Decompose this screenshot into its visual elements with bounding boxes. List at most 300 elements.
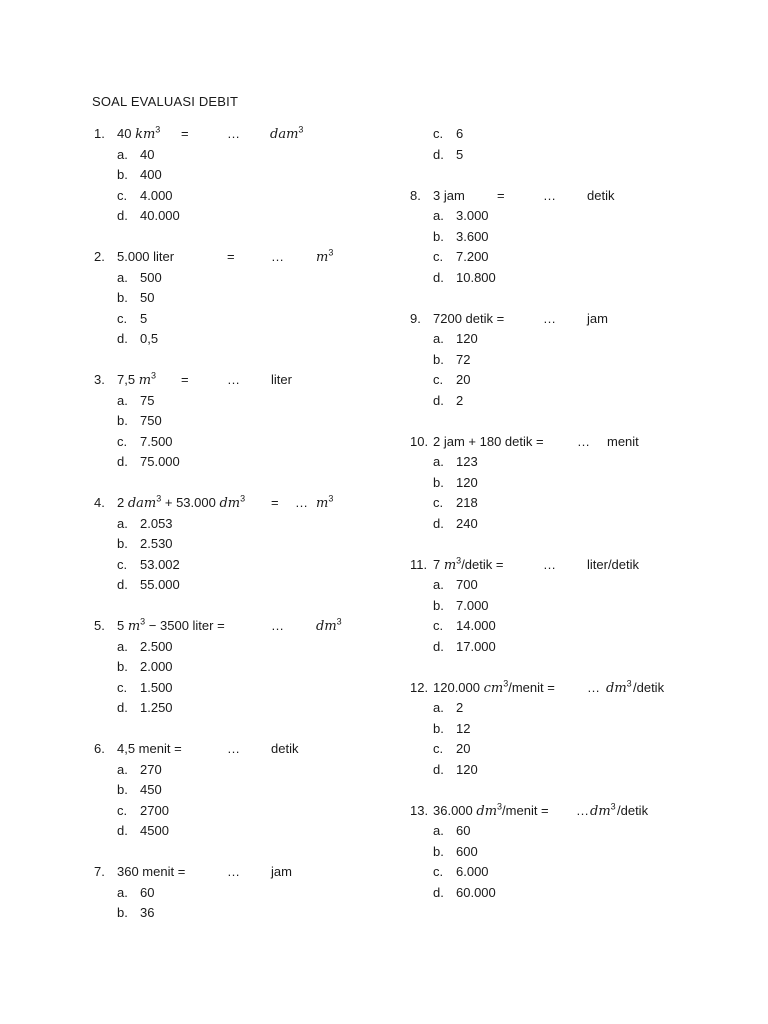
question-fragment: /menit = [502, 802, 549, 818]
option-letter: a. [433, 823, 444, 838]
question-line [410, 432, 740, 453]
question-number: 3. [94, 372, 105, 387]
option-value: 50 [140, 290, 155, 305]
question-number: 13. [410, 802, 429, 818]
unit-symbol: m [316, 496, 329, 511]
option-letter: d. [117, 331, 128, 346]
question-term [577, 432, 590, 453]
answer-option [410, 883, 740, 904]
option-letter: d. [117, 577, 128, 592]
option-value: 750 [140, 413, 162, 428]
answer-option [94, 883, 394, 904]
option-value: 60.000 [456, 884, 496, 900]
question-column-left [94, 124, 394, 924]
question-term [181, 124, 189, 145]
question-fragment: 4,5 menit = [117, 741, 182, 756]
question-fragment: = [227, 249, 235, 264]
question-term [227, 124, 240, 145]
question-text [433, 801, 549, 823]
question-fragment: /menit = [508, 679, 555, 695]
answer-option [410, 391, 740, 412]
question-line [94, 493, 394, 514]
option-letter: a. [117, 515, 128, 531]
exponent: 3 [456, 555, 462, 566]
question-term [295, 493, 308, 514]
answer-option [94, 575, 394, 596]
question-term [271, 616, 284, 637]
question-text [433, 309, 504, 330]
option-letter: b. [433, 720, 444, 736]
question-term [316, 247, 333, 269]
spacer [410, 165, 740, 186]
question-fragment: … [227, 126, 240, 141]
answer-option [94, 452, 394, 473]
question-term [271, 493, 279, 514]
question-fragment: … [227, 741, 240, 756]
question-fragment: 7,5 [117, 372, 139, 387]
question-fragment: jam [271, 864, 292, 879]
option-value: 2 [456, 392, 464, 408]
question-term [607, 432, 639, 453]
answer-option [410, 514, 740, 535]
question-line [94, 862, 394, 883]
answer-option [410, 575, 740, 596]
option-value: 120 [456, 331, 478, 346]
question-fragment: menit [607, 433, 639, 449]
question-line [410, 186, 740, 207]
question-term [543, 186, 556, 207]
question-item [410, 801, 740, 904]
exponent: 3 [140, 616, 146, 627]
option-value: 55.000 [140, 577, 180, 592]
option-letter: c. [433, 372, 444, 387]
option-value: 2 [456, 700, 464, 715]
option-letter: a. [117, 146, 128, 162]
option-value: 7.200 [456, 249, 489, 264]
question-term [587, 186, 614, 207]
question-fragment: … [587, 679, 600, 695]
answer-option [94, 534, 394, 555]
question-term [587, 678, 600, 699]
option-letter: a. [433, 700, 444, 715]
question-line [94, 247, 394, 268]
question-line [94, 370, 394, 391]
option-value: 2700 [140, 802, 169, 818]
option-letter: b. [117, 290, 128, 305]
option-letter: c. [117, 310, 128, 326]
answer-option [410, 452, 740, 473]
option-value: 1.250 [140, 700, 173, 715]
option-value: 17.000 [456, 638, 496, 654]
question-fragment: … [227, 372, 240, 387]
option-letter: d. [433, 638, 444, 654]
question-fragment: detik [271, 741, 299, 756]
exponent: 3 [156, 493, 162, 504]
question-text [117, 124, 160, 146]
question-item [410, 555, 740, 658]
option-letter: b. [433, 474, 444, 490]
option-letter: c. [433, 495, 444, 510]
option-letter: b. [433, 228, 444, 244]
option-value: 123 [456, 454, 478, 469]
question-item [410, 309, 740, 412]
option-letter: c. [433, 126, 444, 141]
answer-option [94, 903, 394, 924]
exponent: 3 [328, 247, 334, 258]
unit-symbol: m [127, 619, 141, 634]
question-text [117, 247, 174, 268]
answer-option [410, 473, 740, 494]
exponent: 3 [298, 124, 304, 135]
option-letter: a. [433, 331, 444, 346]
question-line [94, 739, 394, 760]
answer-option [410, 124, 740, 145]
option-letter: b. [433, 351, 444, 367]
question-text [117, 493, 245, 515]
question-fragment: … [227, 864, 240, 879]
question-fragment: detik [587, 187, 615, 203]
question-term [576, 801, 589, 822]
unit-symbol: dam [270, 127, 299, 142]
answer-option [94, 678, 394, 699]
question-fragment: 5.000 liter [117, 249, 175, 264]
option-letter: d. [117, 700, 128, 715]
question-fragment: 7 [433, 556, 444, 572]
option-value: 120 [456, 474, 478, 490]
answer-option [410, 329, 740, 350]
unit-symbol: dm [606, 680, 627, 696]
option-letter: d. [433, 269, 444, 285]
unit-symbol: m [138, 373, 152, 388]
question-fragment: … [576, 802, 589, 818]
question-fragment: … [577, 433, 590, 449]
question-fragment: liter/detik [587, 556, 640, 572]
option-value: 4.000 [140, 187, 173, 203]
question-item [94, 739, 394, 842]
question-number: 9. [410, 310, 421, 326]
question-text [433, 678, 555, 700]
option-letter: a. [117, 884, 128, 900]
answer-option [94, 391, 394, 412]
question-text [117, 862, 185, 883]
option-value: 6.000 [456, 864, 489, 879]
spacer [94, 842, 394, 863]
option-value: 6 [456, 126, 464, 141]
question-text [117, 370, 156, 392]
question-term [617, 801, 648, 822]
unit-symbol: dm [590, 803, 611, 819]
question-fragment: 2 [117, 495, 128, 510]
exponent: 3 [328, 493, 334, 504]
question-term [543, 309, 556, 330]
option-value: 53.002 [140, 556, 180, 572]
option-letter: d. [117, 208, 128, 223]
question-fragment: … [543, 310, 556, 326]
unit-symbol: dm [476, 803, 498, 819]
question-term [587, 309, 608, 330]
question-term [271, 739, 298, 760]
spacer [410, 288, 740, 309]
answer-option [94, 288, 394, 309]
unit-symbol: m [443, 557, 457, 573]
question-term [316, 493, 333, 515]
exponent: 3 [151, 370, 157, 381]
answer-option [410, 370, 740, 391]
option-value: 20 [456, 372, 471, 387]
answer-option [410, 247, 740, 268]
answer-option [94, 411, 394, 432]
answer-option [94, 145, 394, 166]
question-fragment: = [181, 126, 189, 141]
question-term [590, 801, 616, 823]
question-fragment: + 53.000 [161, 495, 220, 510]
option-value: 0,5 [140, 331, 159, 346]
option-value: 500 [140, 269, 162, 285]
question-fragment: 7200 detik = [433, 310, 505, 326]
question-fragment: = [271, 495, 279, 510]
question-text [433, 555, 503, 577]
answer-option [410, 739, 740, 760]
question-term [271, 862, 292, 883]
question-term [227, 370, 240, 391]
option-value: 1.500 [140, 679, 173, 695]
spacer [94, 473, 394, 494]
unit-symbol: m [316, 250, 329, 265]
option-value: 40 [140, 146, 155, 162]
exponent: 3 [240, 493, 246, 504]
answer-option [410, 268, 740, 289]
question-fragment: … [271, 618, 284, 633]
question-line [410, 801, 740, 822]
option-value: 7.000 [456, 597, 489, 613]
answer-option [94, 698, 394, 719]
question-term [497, 186, 505, 207]
option-value: 10.800 [456, 269, 496, 285]
question-fragment: /detik [633, 679, 665, 695]
question-line [94, 616, 394, 637]
spacer [410, 903, 740, 924]
option-value: 240 [456, 515, 478, 531]
option-letter: d. [433, 761, 444, 777]
question-text [433, 432, 544, 453]
question-item [410, 678, 740, 781]
spacer [94, 227, 394, 248]
answer-option [94, 657, 394, 678]
question-fragment: 5 [117, 618, 128, 633]
answer-option [94, 555, 394, 576]
question-text [117, 739, 182, 760]
option-value: 2.000 [140, 659, 173, 674]
option-letter: a. [117, 269, 128, 285]
question-fragment: 2 jam + 180 detik = [433, 433, 544, 449]
option-letter: b. [117, 782, 128, 797]
option-value: 72 [456, 351, 471, 367]
question-term [633, 678, 664, 699]
answer-option [410, 227, 740, 248]
option-letter: b. [117, 167, 128, 182]
question-number: 2. [94, 249, 105, 264]
option-value: 3.000 [456, 208, 489, 223]
option-value: 2.530 [140, 536, 173, 551]
option-value: 12 [456, 720, 471, 736]
question-column-right [410, 124, 740, 924]
question-term [316, 616, 342, 638]
option-value: 60 [456, 823, 471, 838]
question-item [94, 124, 394, 227]
option-value: 36 [140, 905, 155, 920]
question-fragment: = [181, 372, 189, 387]
answer-option [94, 309, 394, 330]
question-term [606, 678, 632, 700]
answer-option [410, 616, 740, 637]
option-letter: c. [433, 741, 444, 756]
option-letter: c. [117, 433, 128, 449]
option-value: 700 [456, 577, 478, 592]
question-term [271, 247, 284, 268]
spacer [94, 596, 394, 617]
answer-option [94, 432, 394, 453]
option-letter: a. [117, 392, 128, 408]
answer-option [410, 760, 740, 781]
question-line [410, 555, 740, 576]
option-letter: c. [117, 187, 128, 203]
unit-symbol: km [135, 127, 156, 142]
option-value: 600 [456, 843, 478, 859]
question-fragment: 3 jam [433, 187, 465, 203]
option-value: 450 [140, 782, 162, 797]
question-item [94, 247, 394, 350]
question-term [543, 555, 556, 576]
spacer [410, 657, 740, 678]
question-text [433, 186, 465, 207]
option-letter: c. [433, 864, 444, 879]
unit-symbol: dm [316, 619, 337, 634]
question-line [94, 124, 394, 145]
answer-option [94, 329, 394, 350]
option-letter: b. [117, 413, 128, 428]
answer-option [94, 637, 394, 658]
question-fragment: … [543, 187, 556, 203]
question-line [410, 678, 740, 699]
option-letter: d. [433, 392, 444, 408]
question-term [270, 124, 303, 146]
question-fragment: 120.000 [433, 679, 484, 695]
exponent: 3 [626, 678, 632, 689]
answer-option [94, 514, 394, 535]
answer-option [410, 842, 740, 863]
option-letter: d. [117, 823, 128, 838]
question-item [94, 493, 394, 596]
answer-option [94, 821, 394, 842]
question-term [587, 555, 639, 576]
page-title: SOAL EVALUASI DEBIT [92, 94, 239, 109]
option-value: 2.053 [140, 515, 173, 531]
option-letter: b. [117, 536, 128, 551]
question-fragment: … [271, 249, 284, 264]
option-letter: a. [433, 577, 444, 592]
question-fragment: 40 [117, 126, 136, 141]
exponent: 3 [336, 616, 342, 627]
answer-option [410, 145, 740, 166]
option-value: 400 [140, 167, 162, 182]
question-number: 5. [94, 618, 105, 633]
question-term [271, 370, 292, 391]
answer-option [94, 780, 394, 801]
answer-option [410, 862, 740, 883]
question-term [181, 370, 189, 391]
option-value: 75 [140, 392, 155, 408]
question-item-continued [410, 124, 740, 165]
answer-option [94, 801, 394, 822]
option-letter: a. [117, 638, 128, 654]
spacer [410, 411, 740, 432]
answer-option [410, 493, 740, 514]
question-number: 11. [410, 556, 428, 572]
option-letter: a. [433, 208, 444, 223]
question-number: 4. [94, 495, 105, 510]
question-item [410, 186, 740, 289]
question-number: 1. [94, 126, 105, 141]
option-letter: c. [117, 802, 128, 818]
option-letter: c. [117, 556, 128, 572]
option-value: 7.500 [140, 433, 173, 449]
answer-option [410, 719, 740, 740]
question-item [94, 616, 394, 719]
question-fragment: jam [587, 310, 608, 326]
unit-symbol: dam [127, 496, 157, 511]
option-letter: b. [433, 843, 444, 859]
option-value: 20 [456, 741, 471, 756]
exponent: 3 [610, 801, 616, 812]
option-value: 5 [140, 310, 148, 326]
option-letter: d. [433, 146, 444, 162]
option-letter: a. [117, 761, 128, 777]
question-number: 10. [410, 433, 429, 449]
answer-option [410, 637, 740, 658]
question-number: 8. [410, 187, 421, 203]
exponent: 3 [155, 124, 161, 135]
question-number: 6. [94, 741, 105, 756]
option-value: 2.500 [140, 638, 173, 654]
question-fragment: 36.000 [433, 802, 477, 818]
option-value: 270 [140, 761, 162, 777]
option-letter: a. [433, 454, 444, 469]
option-value: 5 [456, 146, 464, 162]
exponent: 3 [497, 801, 503, 812]
option-value: 218 [456, 495, 478, 510]
question-term [227, 739, 240, 760]
question-fragment: liter [271, 372, 292, 387]
question-item [94, 370, 394, 473]
answer-option [94, 165, 394, 186]
answer-option [94, 186, 394, 207]
question-term [227, 862, 240, 883]
option-value: 4500 [140, 823, 169, 838]
question-item [94, 862, 394, 924]
spacer [94, 350, 394, 371]
question-number: 7. [94, 864, 105, 879]
question-fragment: 360 menit = [117, 864, 186, 879]
answer-option [410, 206, 740, 227]
unit-symbol: dm [219, 496, 241, 511]
option-value: 60 [140, 884, 155, 900]
option-value: 75.000 [140, 454, 180, 469]
answer-option [94, 206, 394, 227]
answer-option [94, 760, 394, 781]
question-fragment: … [543, 556, 556, 572]
question-term [227, 247, 235, 268]
option-value: 40.000 [140, 208, 180, 223]
